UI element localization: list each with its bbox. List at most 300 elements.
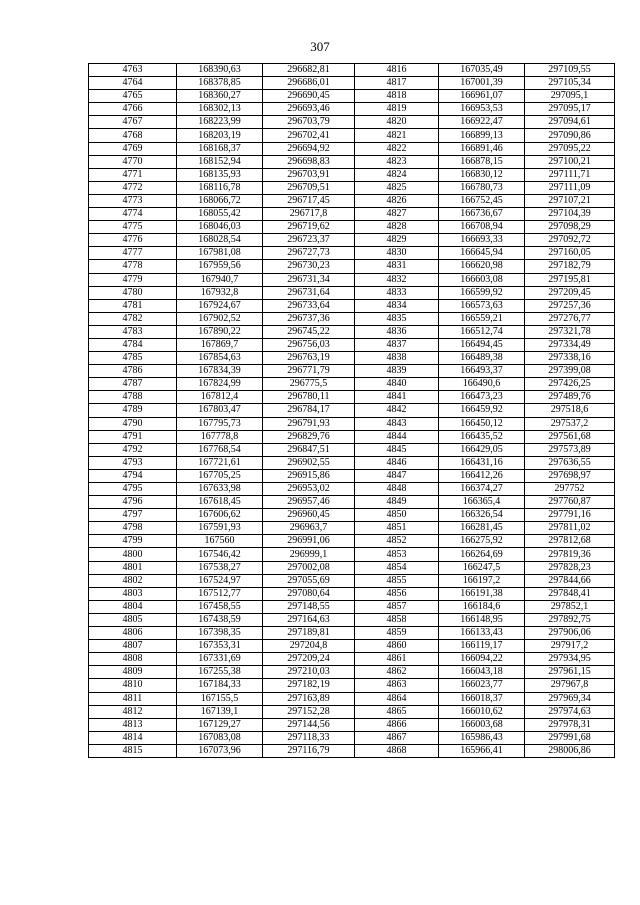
x-coordinate-cell: 168302,13 — [177, 103, 263, 116]
y-coordinate-cell: 297892,75 — [525, 613, 615, 626]
point-number-cell: 4841 — [355, 391, 439, 404]
x-coordinate-cell: 167924,67 — [177, 299, 263, 312]
point-number-cell: 4868 — [355, 744, 439, 757]
y-coordinate-cell: 296763,19 — [263, 352, 355, 365]
y-coordinate-cell: 296991,06 — [263, 535, 355, 548]
table-row — [89, 469, 615, 482]
point-number-cell: 4829 — [355, 234, 439, 247]
y-coordinate-cell: 297095,17 — [525, 103, 615, 116]
x-coordinate-cell: 168055,42 — [177, 208, 263, 221]
x-coordinate-cell: 166431,16 — [439, 456, 525, 469]
table-row — [89, 365, 615, 378]
point-number-cell: 4807 — [89, 640, 177, 653]
y-coordinate-cell: 297095,1 — [525, 90, 615, 103]
table-row — [89, 744, 615, 757]
y-coordinate-cell: 297537,2 — [525, 417, 615, 430]
x-coordinate-cell: 168223,99 — [177, 116, 263, 129]
table-row — [89, 666, 615, 679]
y-coordinate-cell: 297002,08 — [263, 561, 355, 574]
point-number-cell: 4779 — [89, 273, 177, 286]
x-coordinate-cell: 167834,39 — [177, 365, 263, 378]
x-coordinate-cell: 167001,39 — [439, 77, 525, 90]
point-number-cell: 4843 — [355, 417, 439, 430]
y-coordinate-cell: 297561,68 — [525, 430, 615, 443]
x-coordinate-cell: 167812,4 — [177, 391, 263, 404]
table-row — [89, 352, 615, 365]
point-number-cell: 4786 — [89, 365, 177, 378]
y-coordinate-cell: 297967,8 — [525, 679, 615, 692]
x-coordinate-cell: 166493,37 — [439, 365, 525, 378]
y-coordinate-cell: 296698,83 — [263, 155, 355, 168]
y-coordinate-cell: 296731,64 — [263, 286, 355, 299]
y-coordinate-cell: 296915,86 — [263, 469, 355, 482]
x-coordinate-cell: 167438,59 — [177, 613, 263, 626]
y-coordinate-cell: 296703,91 — [263, 168, 355, 181]
table-row — [89, 103, 615, 116]
point-number-cell: 4837 — [355, 338, 439, 351]
point-number-cell: 4810 — [89, 679, 177, 692]
y-coordinate-cell: 297080,64 — [263, 587, 355, 600]
coordinates-table-body — [89, 64, 615, 758]
point-number-cell: 4801 — [89, 561, 177, 574]
x-coordinate-cell: 167524,97 — [177, 574, 263, 587]
point-number-cell: 4821 — [355, 129, 439, 142]
y-coordinate-cell: 297164,63 — [263, 613, 355, 626]
table-row — [89, 77, 615, 90]
point-number-cell: 4855 — [355, 574, 439, 587]
point-number-cell: 4797 — [89, 509, 177, 522]
y-coordinate-cell: 297204,8 — [263, 640, 355, 653]
x-coordinate-cell: 167538,27 — [177, 561, 263, 574]
x-coordinate-cell: 167398,35 — [177, 627, 263, 640]
y-coordinate-cell: 296723,37 — [263, 234, 355, 247]
point-number-cell: 4859 — [355, 627, 439, 640]
point-number-cell: 4820 — [355, 116, 439, 129]
y-coordinate-cell: 297055,69 — [263, 574, 355, 587]
x-coordinate-cell: 166899,13 — [439, 129, 525, 142]
y-coordinate-cell: 297098,29 — [525, 221, 615, 234]
y-coordinate-cell: 296953,02 — [263, 483, 355, 496]
y-coordinate-cell: 297276,77 — [525, 312, 615, 325]
x-coordinate-cell: 166184,6 — [439, 600, 525, 613]
point-number-cell: 4835 — [355, 312, 439, 325]
y-coordinate-cell: 296756,03 — [263, 338, 355, 351]
point-number-cell: 4775 — [89, 221, 177, 234]
y-coordinate-cell: 297116,79 — [263, 744, 355, 757]
x-coordinate-cell: 166365,4 — [439, 496, 525, 509]
point-number-cell: 4819 — [355, 103, 439, 116]
table-row — [89, 378, 615, 391]
y-coordinate-cell: 297148,55 — [263, 600, 355, 613]
y-coordinate-cell: 296709,51 — [263, 181, 355, 194]
point-number-cell: 4800 — [89, 548, 177, 561]
point-number-cell: 4782 — [89, 312, 177, 325]
point-number-cell: 4790 — [89, 417, 177, 430]
point-number-cell: 4826 — [355, 194, 439, 207]
x-coordinate-cell: 167705,25 — [177, 469, 263, 482]
x-coordinate-cell: 166752,45 — [439, 194, 525, 207]
y-coordinate-cell: 297104,39 — [525, 208, 615, 221]
x-coordinate-cell: 168066,72 — [177, 194, 263, 207]
point-number-cell: 4805 — [89, 613, 177, 626]
y-coordinate-cell: 296780,11 — [263, 391, 355, 404]
y-coordinate-cell: 297791,16 — [525, 509, 615, 522]
point-number-cell: 4856 — [355, 587, 439, 600]
y-coordinate-cell: 297109,55 — [525, 64, 615, 77]
point-number-cell: 4766 — [89, 103, 177, 116]
y-coordinate-cell: 297698,97 — [525, 469, 615, 482]
x-coordinate-cell: 168116,78 — [177, 181, 263, 194]
point-number-cell: 4832 — [355, 273, 439, 286]
y-coordinate-cell: 296745,22 — [263, 325, 355, 338]
table-row — [89, 600, 615, 613]
x-coordinate-cell: 166953,53 — [439, 103, 525, 116]
y-coordinate-cell: 297090,86 — [525, 129, 615, 142]
y-coordinate-cell: 297118,33 — [263, 731, 355, 744]
x-coordinate-cell: 166275,92 — [439, 535, 525, 548]
y-coordinate-cell: 297107,21 — [525, 194, 615, 207]
table-row — [89, 155, 615, 168]
table-row — [89, 574, 615, 587]
point-number-cell: 4849 — [355, 496, 439, 509]
x-coordinate-cell: 168135,93 — [177, 168, 263, 181]
y-coordinate-cell: 297210,03 — [263, 666, 355, 679]
y-coordinate-cell: 297969,34 — [525, 692, 615, 705]
point-number-cell: 4844 — [355, 430, 439, 443]
x-coordinate-cell: 167255,38 — [177, 666, 263, 679]
y-coordinate-cell: 296703,79 — [263, 116, 355, 129]
x-coordinate-cell: 167959,56 — [177, 260, 263, 273]
point-number-cell: 4831 — [355, 260, 439, 273]
table-row — [89, 731, 615, 744]
x-coordinate-cell: 166573,63 — [439, 299, 525, 312]
table-row — [89, 247, 615, 260]
y-coordinate-cell: 297991,68 — [525, 731, 615, 744]
point-number-cell: 4834 — [355, 299, 439, 312]
x-coordinate-cell: 166459,92 — [439, 404, 525, 417]
y-coordinate-cell: 297100,21 — [525, 155, 615, 168]
x-coordinate-cell: 168152,94 — [177, 155, 263, 168]
y-coordinate-cell: 297812,68 — [525, 535, 615, 548]
table-row — [89, 561, 615, 574]
point-number-cell: 4812 — [89, 705, 177, 718]
x-coordinate-cell: 167155,5 — [177, 692, 263, 705]
x-coordinate-cell: 166878,15 — [439, 155, 525, 168]
point-number-cell: 4825 — [355, 181, 439, 194]
point-number-cell: 4763 — [89, 64, 177, 77]
x-coordinate-cell: 166559,21 — [439, 312, 525, 325]
x-coordinate-cell: 167824,99 — [177, 378, 263, 391]
y-coordinate-cell: 297182,19 — [263, 679, 355, 692]
x-coordinate-cell: 166043,18 — [439, 666, 525, 679]
point-number-cell: 4833 — [355, 286, 439, 299]
table-row — [89, 456, 615, 469]
point-number-cell: 4827 — [355, 208, 439, 221]
point-number-cell: 4765 — [89, 90, 177, 103]
y-coordinate-cell: 296730,23 — [263, 260, 355, 273]
table-row — [89, 391, 615, 404]
x-coordinate-cell: 166247,5 — [439, 561, 525, 574]
point-number-cell: 4809 — [89, 666, 177, 679]
point-number-cell: 4865 — [355, 705, 439, 718]
x-coordinate-cell: 166023,77 — [439, 679, 525, 692]
x-coordinate-cell: 167890,22 — [177, 325, 263, 338]
y-coordinate-cell: 296771,79 — [263, 365, 355, 378]
y-coordinate-cell: 297844,66 — [525, 574, 615, 587]
y-coordinate-cell: 297518,6 — [525, 404, 615, 417]
point-number-cell: 4802 — [89, 574, 177, 587]
page-number: 307 — [310, 39, 330, 54]
y-coordinate-cell: 297978,31 — [525, 718, 615, 731]
table-row — [89, 312, 615, 325]
y-coordinate-cell: 296775,5 — [263, 378, 355, 391]
y-coordinate-cell: 296902,55 — [263, 456, 355, 469]
table-row — [89, 653, 615, 666]
x-coordinate-cell: 166450,12 — [439, 417, 525, 430]
x-coordinate-cell: 168168,37 — [177, 142, 263, 155]
point-number-cell: 4803 — [89, 587, 177, 600]
y-coordinate-cell: 297906,06 — [525, 627, 615, 640]
point-number-cell: 4839 — [355, 365, 439, 378]
x-coordinate-cell: 166494,45 — [439, 338, 525, 351]
x-coordinate-cell: 167353,31 — [177, 640, 263, 653]
y-coordinate-cell: 296693,46 — [263, 103, 355, 116]
y-coordinate-cell: 297321,78 — [525, 325, 615, 338]
x-coordinate-cell: 166003,68 — [439, 718, 525, 731]
y-coordinate-cell: 296960,45 — [263, 509, 355, 522]
table-row — [89, 496, 615, 509]
y-coordinate-cell: 297752 — [525, 483, 615, 496]
table-row — [89, 286, 615, 299]
point-number-cell: 4764 — [89, 77, 177, 90]
y-coordinate-cell: 296731,34 — [263, 273, 355, 286]
table-row — [89, 338, 615, 351]
point-number-cell: 4830 — [355, 247, 439, 260]
point-number-cell: 4767 — [89, 116, 177, 129]
y-coordinate-cell: 296682,81 — [263, 64, 355, 77]
y-coordinate-cell: 296963,7 — [263, 522, 355, 535]
point-number-cell: 4867 — [355, 731, 439, 744]
point-number-cell: 4857 — [355, 600, 439, 613]
x-coordinate-cell: 166512,74 — [439, 325, 525, 338]
point-number-cell: 4817 — [355, 77, 439, 90]
y-coordinate-cell: 297934,95 — [525, 653, 615, 666]
x-coordinate-cell: 166645,94 — [439, 247, 525, 260]
point-number-cell: 4813 — [89, 718, 177, 731]
x-coordinate-cell: 167633,98 — [177, 483, 263, 496]
y-coordinate-cell: 297105,34 — [525, 77, 615, 90]
x-coordinate-cell: 166922,47 — [439, 116, 525, 129]
x-coordinate-cell: 166148,95 — [439, 613, 525, 626]
point-number-cell: 4789 — [89, 404, 177, 417]
y-coordinate-cell: 297334,49 — [525, 338, 615, 351]
x-coordinate-cell: 166010,62 — [439, 705, 525, 718]
y-coordinate-cell: 296717,45 — [263, 194, 355, 207]
y-coordinate-cell: 297209,45 — [525, 286, 615, 299]
x-coordinate-cell: 166429,05 — [439, 443, 525, 456]
y-coordinate-cell: 297961,15 — [525, 666, 615, 679]
table-row — [89, 299, 615, 312]
point-number-cell: 4776 — [89, 234, 177, 247]
y-coordinate-cell: 297819,36 — [525, 548, 615, 561]
table-row — [89, 548, 615, 561]
table-row — [89, 483, 615, 496]
x-coordinate-cell: 166133,43 — [439, 627, 525, 640]
table-row — [89, 325, 615, 338]
y-coordinate-cell: 298006,86 — [525, 744, 615, 757]
point-number-cell: 4818 — [355, 90, 439, 103]
x-coordinate-cell: 167940,7 — [177, 273, 263, 286]
x-coordinate-cell: 167073,96 — [177, 744, 263, 757]
y-coordinate-cell: 296829,76 — [263, 430, 355, 443]
y-coordinate-cell: 297111,71 — [525, 168, 615, 181]
table-row — [89, 208, 615, 221]
y-coordinate-cell: 297338,16 — [525, 352, 615, 365]
point-number-cell: 4811 — [89, 692, 177, 705]
point-number-cell: 4806 — [89, 627, 177, 640]
point-number-cell: 4858 — [355, 613, 439, 626]
point-number-cell: 4852 — [355, 535, 439, 548]
x-coordinate-cell: 167932,8 — [177, 286, 263, 299]
x-coordinate-cell: 167902,52 — [177, 312, 263, 325]
x-coordinate-cell: 167803,47 — [177, 404, 263, 417]
point-number-cell: 4787 — [89, 378, 177, 391]
y-coordinate-cell: 297426,25 — [525, 378, 615, 391]
table-row — [89, 116, 615, 129]
table-row — [89, 640, 615, 653]
table-row — [89, 404, 615, 417]
point-number-cell: 4788 — [89, 391, 177, 404]
x-coordinate-cell: 167854,63 — [177, 352, 263, 365]
x-coordinate-cell: 165966,41 — [439, 744, 525, 757]
x-coordinate-cell: 167591,93 — [177, 522, 263, 535]
point-number-cell: 4795 — [89, 483, 177, 496]
y-coordinate-cell: 297573,89 — [525, 443, 615, 456]
point-number-cell: 4791 — [89, 430, 177, 443]
y-coordinate-cell: 297182,79 — [525, 260, 615, 273]
y-coordinate-cell: 297092,72 — [525, 234, 615, 247]
y-coordinate-cell: 296847,51 — [263, 443, 355, 456]
x-coordinate-cell: 168046,03 — [177, 221, 263, 234]
y-coordinate-cell: 296784,17 — [263, 404, 355, 417]
x-coordinate-cell: 167184,33 — [177, 679, 263, 692]
point-number-cell: 4824 — [355, 168, 439, 181]
y-coordinate-cell: 296690,45 — [263, 90, 355, 103]
x-coordinate-cell: 167083,08 — [177, 731, 263, 744]
x-coordinate-cell: 167869,7 — [177, 338, 263, 351]
x-coordinate-cell: 167606,62 — [177, 509, 263, 522]
y-coordinate-cell: 297189,81 — [263, 627, 355, 640]
y-coordinate-cell: 296702,41 — [263, 129, 355, 142]
point-number-cell: 4822 — [355, 142, 439, 155]
point-number-cell: 4853 — [355, 548, 439, 561]
point-number-cell: 4804 — [89, 600, 177, 613]
point-number-cell: 4848 — [355, 483, 439, 496]
y-coordinate-cell: 297152,28 — [263, 705, 355, 718]
point-number-cell: 4860 — [355, 640, 439, 653]
y-coordinate-cell: 296999,1 — [263, 548, 355, 561]
x-coordinate-cell: 166191,38 — [439, 587, 525, 600]
y-coordinate-cell: 296686,01 — [263, 77, 355, 90]
y-coordinate-cell: 296694,92 — [263, 142, 355, 155]
x-coordinate-cell: 167512,77 — [177, 587, 263, 600]
point-number-cell: 4793 — [89, 456, 177, 469]
point-number-cell: 4780 — [89, 286, 177, 299]
x-coordinate-cell: 166736,67 — [439, 208, 525, 221]
y-coordinate-cell: 296791,93 — [263, 417, 355, 430]
y-coordinate-cell: 297095,22 — [525, 142, 615, 155]
x-coordinate-cell: 167778,8 — [177, 430, 263, 443]
table-row — [89, 692, 615, 705]
point-number-cell: 4828 — [355, 221, 439, 234]
point-number-cell: 4781 — [89, 299, 177, 312]
x-coordinate-cell: 166119,17 — [439, 640, 525, 653]
point-number-cell: 4798 — [89, 522, 177, 535]
y-coordinate-cell: 297917,2 — [525, 640, 615, 653]
y-coordinate-cell: 297209,24 — [263, 653, 355, 666]
y-coordinate-cell: 297636,55 — [525, 456, 615, 469]
x-coordinate-cell: 168378,85 — [177, 77, 263, 90]
y-coordinate-cell: 296727,73 — [263, 247, 355, 260]
x-coordinate-cell: 167331,69 — [177, 653, 263, 666]
x-coordinate-cell: 166620,98 — [439, 260, 525, 273]
x-coordinate-cell: 166489,38 — [439, 352, 525, 365]
x-coordinate-cell: 166708,94 — [439, 221, 525, 234]
point-number-cell: 4847 — [355, 469, 439, 482]
table-row — [89, 64, 615, 77]
point-number-cell: 4808 — [89, 653, 177, 666]
table-row — [89, 90, 615, 103]
x-coordinate-cell: 166281,45 — [439, 522, 525, 535]
point-number-cell: 4783 — [89, 325, 177, 338]
point-number-cell: 4840 — [355, 378, 439, 391]
table-row — [89, 430, 615, 443]
y-coordinate-cell: 296719,62 — [263, 221, 355, 234]
point-number-cell: 4866 — [355, 718, 439, 731]
x-coordinate-cell: 167458,55 — [177, 600, 263, 613]
point-number-cell: 4784 — [89, 338, 177, 351]
point-number-cell: 4770 — [89, 155, 177, 168]
table-row — [89, 587, 615, 600]
y-coordinate-cell: 297257,36 — [525, 299, 615, 312]
x-coordinate-cell: 167546,42 — [177, 548, 263, 561]
point-number-cell: 4773 — [89, 194, 177, 207]
point-number-cell: 4796 — [89, 496, 177, 509]
table-row — [89, 260, 615, 273]
point-number-cell: 4792 — [89, 443, 177, 456]
y-coordinate-cell: 296717,8 — [263, 208, 355, 221]
point-number-cell: 4785 — [89, 352, 177, 365]
x-coordinate-cell: 167560 — [177, 535, 263, 548]
coordinates-table — [88, 63, 615, 758]
x-coordinate-cell: 166830,12 — [439, 168, 525, 181]
x-coordinate-cell: 165986,43 — [439, 731, 525, 744]
table-row — [89, 142, 615, 155]
point-number-cell: 4794 — [89, 469, 177, 482]
table-row — [89, 221, 615, 234]
table-row — [89, 181, 615, 194]
point-number-cell: 4861 — [355, 653, 439, 666]
point-number-cell: 4799 — [89, 535, 177, 548]
x-coordinate-cell: 166197,2 — [439, 574, 525, 587]
y-coordinate-cell: 297094,61 — [525, 116, 615, 129]
table-row — [89, 129, 615, 142]
table-row — [89, 443, 615, 456]
x-coordinate-cell: 166473,23 — [439, 391, 525, 404]
y-coordinate-cell: 297111,09 — [525, 181, 615, 194]
point-number-cell: 4846 — [355, 456, 439, 469]
x-coordinate-cell: 167795,73 — [177, 417, 263, 430]
